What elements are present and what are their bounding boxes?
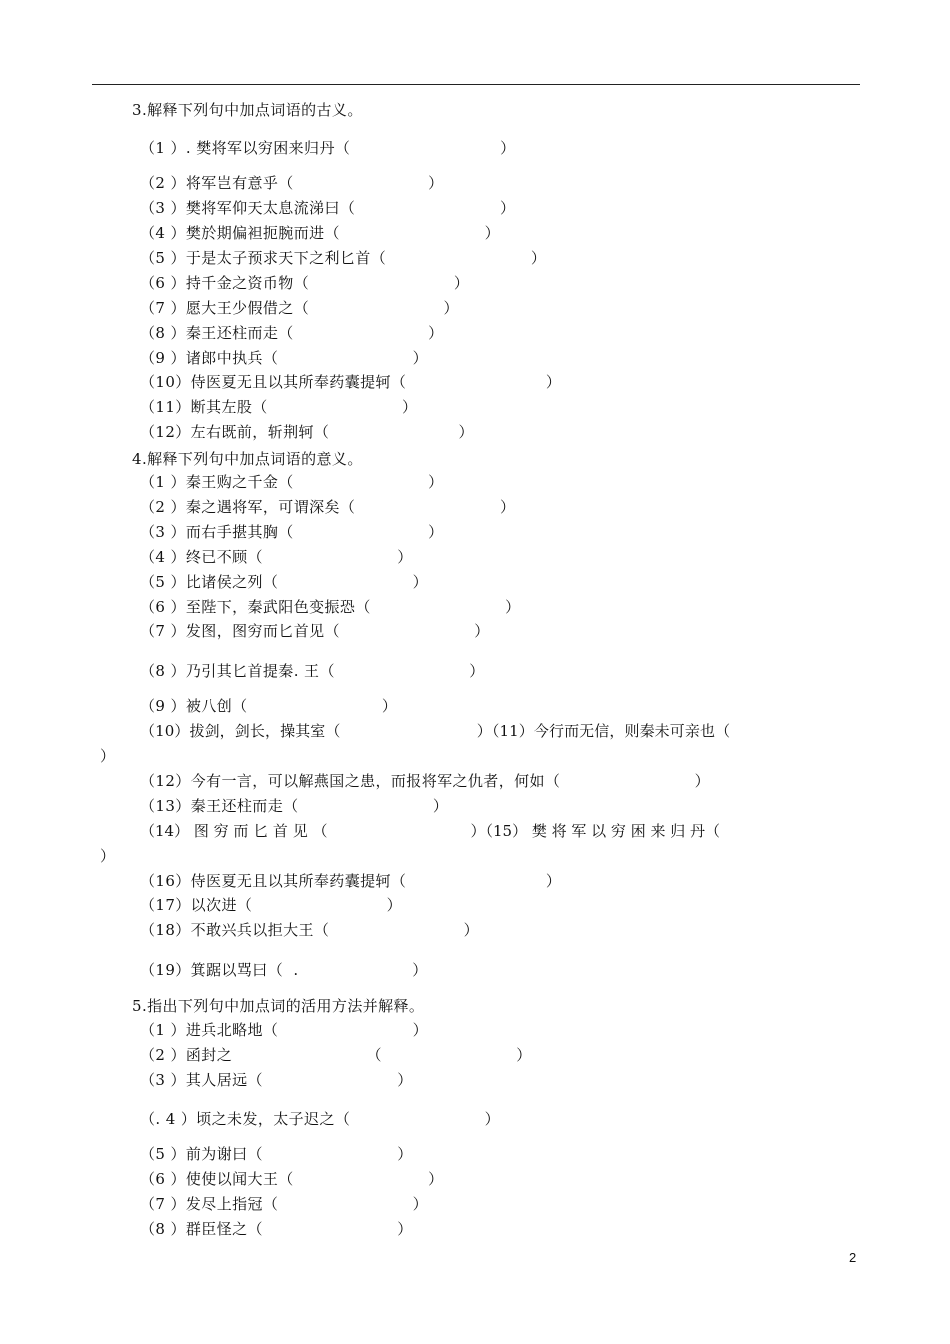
s4-item-3: （3 ）而右手揕其胸（ ） xyxy=(140,523,444,541)
s3-item-6: （6 ）持千金之资币物（ ） xyxy=(140,274,470,292)
header-rule xyxy=(92,84,860,85)
s4-item-10-11: （10）拔剑，剑长，操其室（ ）（11）今行而无信，则秦未可亲也（ xyxy=(140,722,731,740)
s3-item-9: （9 ）诸郎中执兵（ ） xyxy=(140,349,429,367)
s4-item-19: （19）箕踞以骂曰（ . ） xyxy=(140,961,428,979)
s5-item-5: （5 ）前为谢曰（ ） xyxy=(140,1145,413,1163)
s5-item-4: （. 4 ）顷之未发，太子迟之（ ） xyxy=(140,1110,501,1128)
s3-item-7: （7 ）愿大王少假借之（ ） xyxy=(140,299,459,317)
s4-item-9: （9 ）被八创（ ） xyxy=(140,697,398,715)
section-3-title: 3.解释下列句中加点词语的古义。 xyxy=(132,101,363,119)
section-5-title: 5.指出下列句中加点词的活用方法并解释。 xyxy=(132,997,425,1015)
s4-item-4: （4 ）终已不顾（ ） xyxy=(140,548,413,566)
s4-item-15-wrap: ） xyxy=(100,847,116,865)
s4-item-5: （5 ）比诸侯之列（ ） xyxy=(140,573,429,591)
s4-item-6: （6 ）至陛下，秦武阳色变振恐（ ） xyxy=(140,598,521,616)
s3-item-10: （10）侍医夏无且以其所奉药囊提轲（ ） xyxy=(140,373,562,391)
page-number: 2 xyxy=(849,1250,857,1265)
s3-item-2: （2 ）将军岂有意乎（ ） xyxy=(140,174,444,192)
s3-item-5: （5 ）于是太子预求天下之利匕首（ ） xyxy=(140,249,547,267)
s4-item-12: （12）今有一言，可以解燕国之患，而报将军之仇者，何如（ ） xyxy=(140,772,711,790)
s3-item-8: （8 ）秦王还柱而走（ ） xyxy=(140,324,444,342)
s4-item-17: （17）以次进（ ） xyxy=(140,896,403,914)
s5-item-8: （8 ）群臣怪之（ ） xyxy=(140,1220,413,1238)
s4-item-18: （18）不敢兴兵以拒大王（ ） xyxy=(140,921,480,939)
s5-item-1: （1 ）进兵北略地（ ） xyxy=(140,1021,429,1039)
s3-item-1: （1 ）. 樊将军以穷困来归丹（ ） xyxy=(140,139,516,157)
s4-item-1: （1 ）秦王购之千金（ ） xyxy=(140,473,444,491)
s4-item-7: （7 ）发图，图穷而匕首见（ ） xyxy=(140,622,490,640)
s5-item-3: （3 ）其人居远（ ） xyxy=(140,1071,413,1089)
s3-item-4: （4 ）樊於期偏袒扼腕而进（ ） xyxy=(140,224,501,242)
s3-item-11: （11）断其左股（ ） xyxy=(140,398,418,416)
s4-item-13: （13）秦王还柱而走（ ） xyxy=(140,797,449,815)
s4-item-14-15: （14） 图 穷 而 匕 首 见 （ ）（15） 樊 将 军 以 穷 困 来 归 丹（ xyxy=(140,822,721,840)
section-4-title: 4.解释下列句中加点词语的意义。 xyxy=(132,450,363,468)
s3-item-3: （3 ）樊将军仰天太息流涕曰（ ） xyxy=(140,199,516,217)
s4-item-8: （8 ）乃引其匕首提秦. 王（ ） xyxy=(140,662,485,680)
s4-item-11-wrap: ） xyxy=(100,747,116,765)
s4-item-2: （2 ）秦之遇将军，可谓深矣（ ） xyxy=(140,498,516,516)
s5-item-7: （7 ）发尽上指冠（ ） xyxy=(140,1195,429,1213)
s5-item-6: （6 ）使使以闻大王（ ） xyxy=(140,1170,444,1188)
s4-item-16: （16）侍医夏无且以其所奉药囊提轲（ ） xyxy=(140,872,562,890)
s5-item-2: （2 ）函封之 （ ） xyxy=(140,1046,532,1064)
s3-item-12: （12）左右既前，斩荆轲（ ） xyxy=(140,423,474,441)
